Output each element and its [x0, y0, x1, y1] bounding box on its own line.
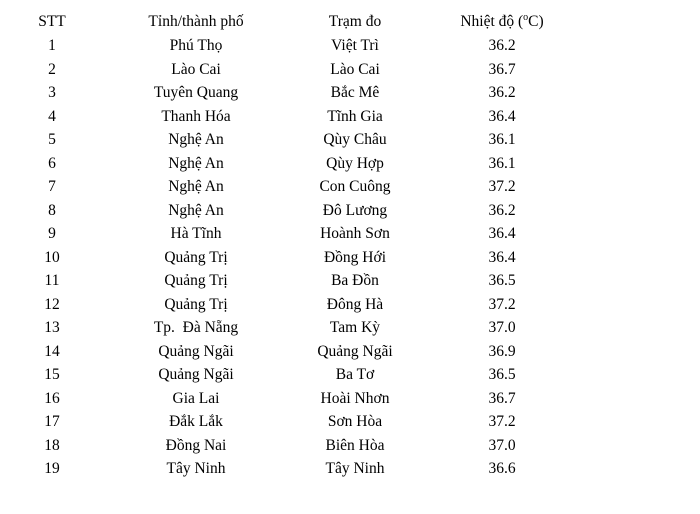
cell-station: Con Cuông [319, 178, 391, 195]
cell-temperature: 37.2 [488, 413, 516, 430]
cell-station: Tĩnh Gia [327, 107, 383, 125]
cell-stt: 8 [48, 201, 56, 219]
cell-station: Tam Kỳ [329, 319, 381, 336]
cell-temperature: 36.4 [488, 107, 516, 125]
cell-stt: 4 [48, 107, 56, 125]
cell-station: Tây Ninh [325, 460, 385, 477]
cell-temperature: 37.0 [488, 319, 516, 336]
table-header-row [0, 10, 700, 34]
table-row [0, 457, 700, 481]
table-row [0, 152, 700, 176]
cell-province: Đắk Lắk [169, 413, 223, 430]
table-row [0, 81, 700, 105]
cell-province: Nghệ An [168, 154, 224, 172]
cell-province: Quảng Trị [164, 295, 228, 313]
cell-stt: 11 [44, 272, 60, 289]
cell-stt: 9 [48, 225, 56, 242]
table-row [0, 34, 700, 58]
cell-station: Đông Hà [326, 295, 384, 313]
table-row [0, 128, 700, 152]
cell-station: Đồng Hới [323, 248, 386, 266]
cell-province: Tp. Đà Nẵng [153, 319, 239, 336]
cell-temperature: 36.7 [488, 389, 516, 407]
cell-station: Biên Hòa [325, 436, 385, 454]
cell-temperature: 36.1 [488, 131, 516, 148]
cell-province: Nghệ An [168, 131, 224, 148]
table-row [0, 293, 700, 317]
cell-stt: 7 [48, 178, 56, 195]
cell-temperature: 36.2 [488, 37, 516, 54]
cell-temperature: 36.7 [488, 60, 516, 78]
cell-station: Việt Trì [331, 37, 379, 54]
cell-province: Gia Lai [172, 389, 220, 407]
cell-temperature: 37.2 [488, 295, 516, 313]
table-row [0, 58, 700, 82]
cell-stt: 13 [44, 319, 60, 336]
cell-province: Thanh Hóa [161, 107, 231, 125]
header-temperature [432, 10, 572, 33]
cell-province: Tuyên Quang [153, 84, 239, 101]
cell-station: Sơn Hòa [327, 413, 383, 430]
table-body [0, 34, 700, 481]
cell-stt: 16 [44, 389, 60, 407]
table-row [0, 410, 700, 434]
cell-province: Quảng Ngãi [158, 366, 234, 383]
cell-province: Nghệ An [168, 201, 224, 219]
cell-stt: 19 [44, 460, 60, 477]
temperature-table [0, 10, 700, 481]
cell-stt: 14 [44, 342, 60, 360]
table-row [0, 222, 700, 246]
header-temperature-suffix: C) [528, 13, 544, 30]
cell-stt: 5 [48, 131, 56, 148]
cell-province: Quảng Ngãi [158, 342, 234, 360]
cell-province: Quảng Trị [164, 248, 228, 266]
cell-station: Bắc Mê [330, 84, 380, 101]
cell-temperature: 36.5 [488, 272, 516, 289]
cell-province: Tây Ninh [166, 460, 226, 477]
cell-station: Ba Tơ [335, 366, 375, 383]
header-station: Trạm đo [328, 13, 382, 30]
cell-station: Hoài Nhơn [320, 389, 390, 407]
cell-station: Lào Cai [330, 60, 380, 78]
cell-temperature: 37.0 [488, 436, 516, 454]
cell-province: Đồng Nai [165, 436, 227, 454]
header-stt: STT [38, 13, 66, 30]
cell-stt: 18 [44, 436, 60, 454]
header-temperature-prefix: Nhiệt độ ( [460, 13, 524, 30]
table-row [0, 269, 700, 293]
table-row [0, 246, 700, 270]
cell-province: Phú Thọ [169, 37, 223, 54]
cell-province: Lào Cai [171, 60, 221, 78]
cell-stt: 2 [48, 60, 56, 78]
table-row [0, 387, 700, 411]
table-row [0, 199, 700, 223]
cell-temperature: 36.4 [488, 225, 516, 242]
cell-stt: 3 [48, 84, 56, 101]
cell-temperature: 36.2 [488, 201, 516, 219]
cell-province: Nghệ An [168, 178, 224, 195]
cell-temperature: 36.9 [488, 342, 516, 360]
cell-temperature: 36.1 [488, 154, 516, 172]
cell-province: Quảng Trị [164, 272, 228, 289]
table-row [0, 434, 700, 458]
table-row [0, 316, 700, 340]
cell-stt: 17 [44, 413, 60, 430]
cell-province: Hà Tĩnh [170, 225, 222, 242]
cell-stt: 6 [48, 154, 56, 172]
table-row [0, 175, 700, 199]
cell-stt: 1 [48, 37, 56, 54]
cell-temperature: 37.2 [488, 178, 516, 195]
cell-temperature: 36.6 [488, 460, 516, 477]
cell-station: Qùy Châu [323, 131, 387, 148]
header-temperature-degree: o [523, 11, 529, 23]
cell-stt: 12 [44, 295, 60, 313]
cell-station: Đô Lương [322, 201, 388, 219]
cell-stt: 15 [44, 366, 60, 383]
table-row [0, 363, 700, 387]
header-province: Tỉnh/thành phố [148, 13, 244, 30]
cell-station: Quảng Ngãi [317, 342, 393, 360]
cell-temperature: 36.2 [488, 84, 516, 101]
cell-station: Hoành Sơn [320, 225, 390, 242]
cell-temperature: 36.4 [488, 248, 516, 266]
table-row [0, 105, 700, 129]
cell-station: Qùy Hợp [326, 154, 384, 172]
table-row [0, 340, 700, 364]
cell-temperature: 36.5 [488, 366, 516, 383]
cell-stt: 10 [44, 248, 60, 266]
cell-station: Ba Đồn [331, 272, 379, 289]
